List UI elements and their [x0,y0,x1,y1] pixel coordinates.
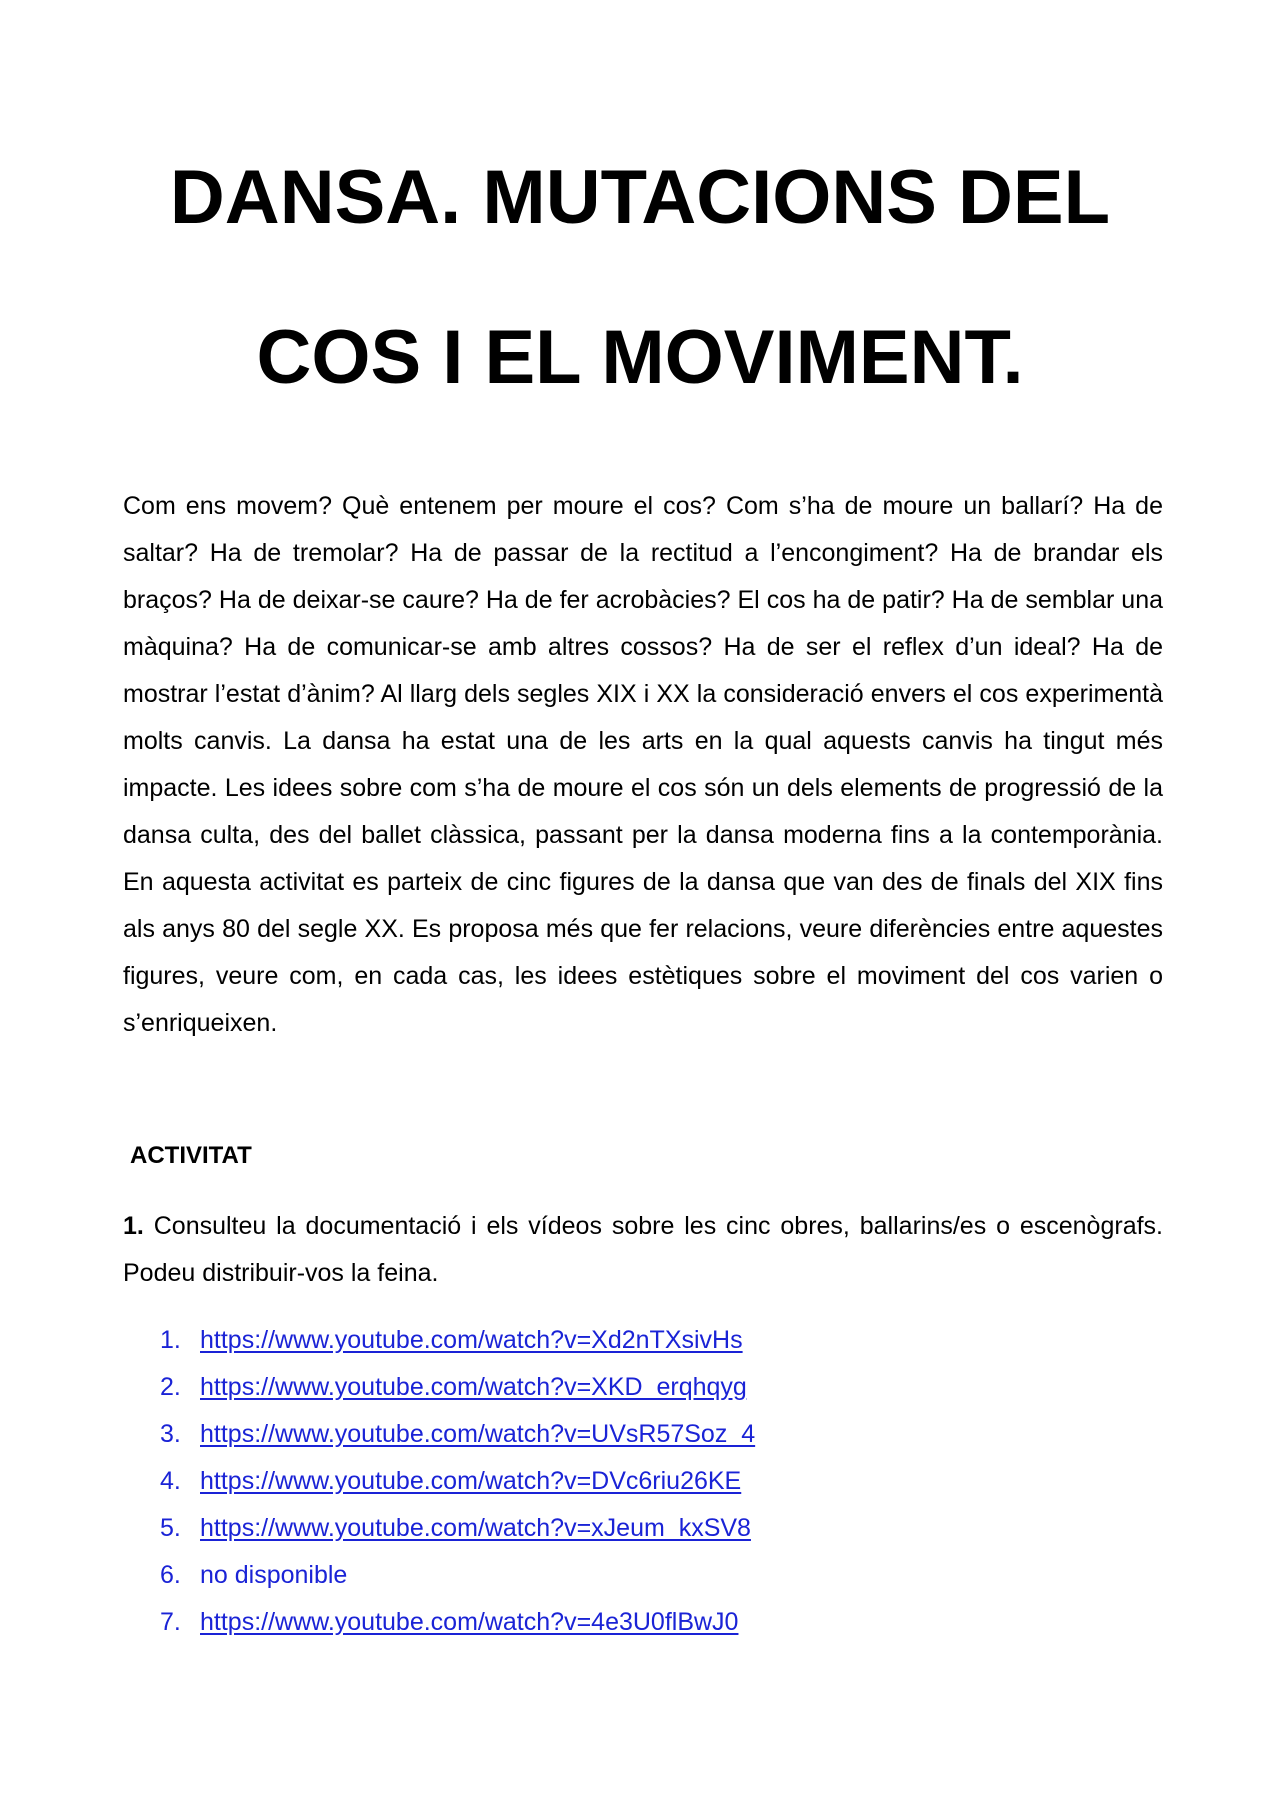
list-item [160,1458,755,1505]
activity-question [123,1203,1163,1297]
list-item-number: 2. [160,1373,181,1401]
list-item [160,1317,755,1364]
activity-heading: ACTIVITAT [130,1142,252,1169]
list-item-number: 6. [160,1561,181,1589]
list-item-number: 3. [160,1420,181,1448]
list-item-number: 7. [160,1608,181,1636]
list-item [160,1364,755,1411]
video-link[interactable]: https://www.youtube.com/watch?v=DVc6riu26KE [200,1467,742,1495]
video-link[interactable]: https://www.youtube.com/watch?v=XKD_erqhqyg [200,1373,747,1401]
question-number: 1. [123,1212,144,1240]
video-link[interactable]: https://www.youtube.com/watch?v=xJeum_kxSV8 [200,1514,751,1542]
video-link[interactable]: https://www.youtube.com/watch?v=UVsR57Soz_4 [200,1420,756,1448]
title-line-2: COS I EL MOVIMENT. [256,315,1024,400]
list-item [160,1411,755,1458]
list-item-number: 1. [160,1326,181,1354]
page-title [0,118,1280,438]
question-text: Consulteu la documentació i els vídeos sobre les cinc obres, ballarins/es o escenògrafs. Podeu distribuir-vos la feina. [123,1212,1163,1287]
intro-paragraph: Com ens movem? Què entenem per moure el cos? Com s’ha de moure un ballarí? Ha de saltar? Ha de tremolar? Ha de passar de la rectitud a l’encongiment? Ha de brandar els braços? Ha de deixar-se caure? Ha de fer acrobàcies? El cos ha de patir? Ha de semblar una màquina? Ha de comunicar-se amb altres cossos? Ha de ser el reflex d’un ideal? Ha de mostrar l’estat d’ànim? Al llarg dels segles XIX i XX la consideració envers el cos experimentà molts canvis. La dansa ha estat una de les arts en la qual aquests canvis ha tingut més impacte. Les idees sobre com s’ha de moure el cos són un dels elements de progressió de la dansa culta, des del ballet clàssica, passant per la dansa moderna fins a la contemporània. En aquesta activitat es parteix de cinc figures de la dansa que van des de finals del XIX fins als anys 80 del segle XX. Es proposa més que fer relacions, veure diferències entre aquestes figures, veure com, en cada cas, les idees estètiques sobre el moviment del cos varien o s’enriqueixen. [123,492,1163,1037]
video-link[interactable]: https://www.youtube.com/watch?v=4e3U0flBwJ0 [200,1608,739,1636]
list-item [160,1505,755,1552]
title-line-1: DANSA. MUTACIONS DEL [169,155,1111,240]
video-link[interactable]: https://www.youtube.com/watch?v=Xd2nTXsivHs [200,1326,743,1354]
list-item-number: 5. [160,1514,181,1542]
unavailable-label: no disponible [200,1561,348,1589]
list-item [160,1599,755,1646]
video-link-list [160,1317,755,1646]
list-item-number: 4. [160,1467,181,1495]
list-item [160,1552,755,1599]
